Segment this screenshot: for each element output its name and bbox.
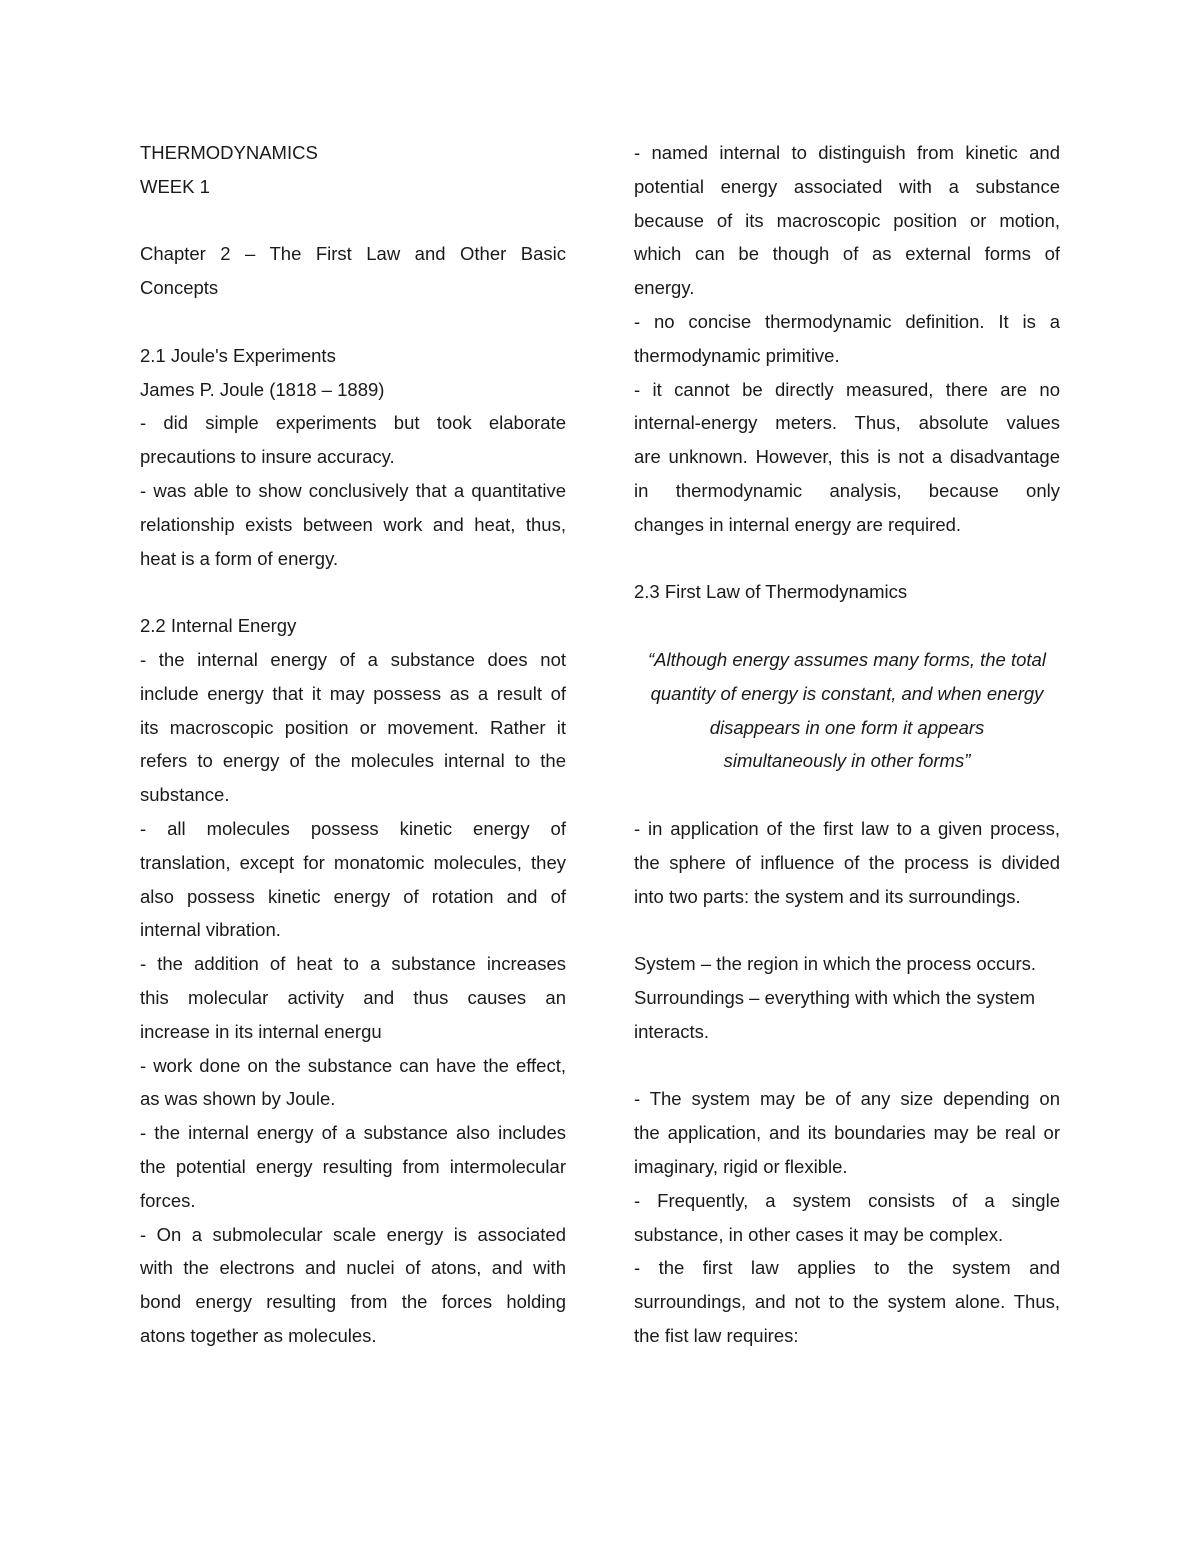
paragraph-line: - the internal energy of a substance does not (140, 648, 566, 670)
spacer (140, 305, 566, 339)
paragraph-line: which can be though of as external forms of (634, 243, 1060, 265)
paragraph-line: - the addition of heat to a substance increases (140, 953, 566, 975)
paragraph-line: - did simple experiments but took elaborate (140, 412, 566, 434)
spacer (634, 1049, 1060, 1083)
first-law-quote-line: “Although energy assumes many forms, the total (648, 648, 1046, 670)
paragraph-line: substance, in other cases it may be complex. (634, 1223, 1004, 1245)
section-heading-2-3: 2.3 First Law of Thermodynamics (634, 581, 908, 603)
definition-surroundings: Surroundings – everything with which the system (634, 986, 1036, 1008)
paragraph-line: - the first law applies to the system and (634, 1257, 1060, 1279)
week-label: WEEK 1 (140, 175, 210, 197)
paragraph-line: as was shown by Joule. (140, 1088, 336, 1110)
first-law-quote-line: quantity of energy is constant, and when energy (650, 682, 1044, 704)
paragraph-line: - The system may be of any size depending on (634, 1088, 1060, 1110)
paragraph-line: translation, except for monatomic molecules, they (140, 851, 566, 873)
paragraph-line: thermodynamic primitive. (634, 344, 840, 366)
paragraph-line: the fist law requires: (634, 1324, 799, 1346)
paragraph-line: increase in its internal energu (140, 1020, 382, 1042)
paragraph-line: - work done on the substance can have the effect, (140, 1054, 566, 1076)
paragraph-line: potential energy associated with a substance (634, 175, 1060, 197)
paragraph-line: - all molecules possess kinetic energy of (140, 817, 566, 839)
paragraph-line: - it cannot be directly measured, there are no (634, 378, 1060, 400)
first-law-quote-line: simultaneously in other forms” (723, 750, 971, 772)
paragraph-line: are unknown. However, this is not a disadvantage (634, 446, 1060, 468)
paragraph-line: - was able to show conclusively that a quantitative (140, 479, 566, 501)
section-heading-2-1: 2.1 Joule's Experiments (140, 344, 336, 366)
spacer (634, 913, 1060, 947)
paragraph-line: surroundings, and not to the system alone. Thus, (634, 1291, 1060, 1313)
paragraph-line: bond energy resulting from the forces holding (140, 1291, 566, 1313)
spacer (140, 575, 566, 609)
paragraph-line: internal vibration. (140, 919, 281, 941)
paragraph-line: forces. (140, 1189, 196, 1211)
paragraph-line: changes in internal energy are required. (634, 513, 962, 535)
definition-surroundings-cont: interacts. (634, 1020, 710, 1042)
paragraph-line: atons together as molecules. (140, 1324, 377, 1346)
spacer (140, 204, 566, 238)
right-column (634, 136, 1060, 1353)
paragraph-line: include energy that it may possess as a result of (140, 682, 566, 704)
paragraph-line: energy. (634, 277, 695, 299)
paragraph-line: internal-energy meters. Thus, absolute values (634, 412, 1060, 434)
paragraph-line: substance. (140, 784, 230, 806)
definition-system: System – the region in which the process occurs. (634, 953, 1037, 975)
first-law-quote-line: disappears in one form it appears (709, 716, 985, 738)
paragraph-line: - named internal to distinguish from kinetic and (634, 142, 1060, 163)
paragraph-line: in thermodynamic analysis, because only (634, 479, 1060, 501)
paragraph-line: the potential energy resulting from intermolecular (140, 1155, 566, 1177)
spacer (634, 542, 1060, 576)
left-column (140, 136, 566, 1353)
paragraph-line: the application, and its boundaries may be real or (634, 1122, 1060, 1144)
paragraph-line: with the electrons and nuclei of atons, and with (140, 1257, 566, 1279)
person-name: James P. Joule (1818 – 1889) (140, 378, 385, 400)
paragraph-line: - no concise thermodynamic definition. It is a (634, 310, 1060, 332)
paragraph-line: this molecular activity and thus causes an (140, 986, 566, 1008)
paragraph-line: - in application of the first law to a given process, (634, 817, 1060, 839)
chapter-title-line: Chapter 2 – The First Law and Other Basic (140, 243, 566, 265)
paragraph-line: - Frequently, a system consists of a single (634, 1189, 1060, 1211)
paragraph-line: refers to energy of the molecules internal to the (140, 750, 566, 772)
section-heading-2-2: 2.2 Internal Energy (140, 615, 297, 637)
paragraph-line: imaginary, rigid or flexible. (634, 1155, 848, 1177)
paragraph-line: because of its macroscopic position or motion, (634, 209, 1060, 231)
paragraph-line: - On a submolecular scale energy is associated (140, 1223, 566, 1245)
paragraph-line: into two parts: the system and its surroundings. (634, 885, 1021, 907)
paragraph-line: relationship exists between work and heat, thus, (140, 513, 566, 535)
paragraph-line: also possess kinetic energy of rotation and of (140, 885, 566, 907)
paragraph-line: precautions to insure accuracy. (140, 446, 395, 468)
spacer (634, 778, 1060, 812)
paragraph-line: heat is a form of energy. (140, 547, 339, 569)
paragraph-line: the sphere of influence of the process is divided (634, 851, 1060, 873)
chapter-title-line: Concepts (140, 277, 219, 299)
paragraph-line: its macroscopic position or movement. Rather it (140, 716, 566, 738)
paragraph-line: - the internal energy of a substance also includes (140, 1122, 566, 1144)
spacer (634, 609, 1060, 643)
document-title: THERMODYNAMICS (140, 142, 318, 163)
